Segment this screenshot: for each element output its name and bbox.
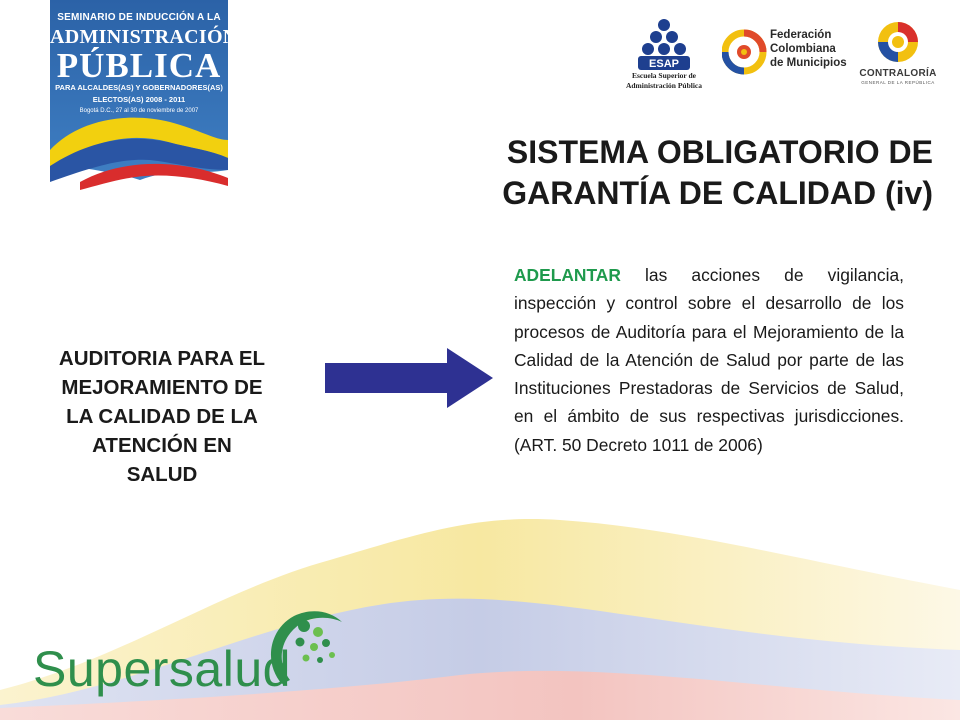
contraloria-logo [856, 20, 940, 90]
supersalud-wordmark: Supersalud [33, 641, 291, 697]
fcm-line-2: Colombiana [770, 43, 836, 55]
esap-pyramid-icon [616, 16, 712, 72]
fcm-swirl-icon [722, 24, 770, 80]
left-heading [26, 344, 298, 489]
fcm-line-3: de Municipios [770, 57, 847, 69]
badge-line-2: ADMINISTRACIÓN [50, 26, 238, 48]
esap-logo [616, 16, 712, 92]
badge-line-6: Bogotá D.C., 27 al 30 de noviembre de 2007 [79, 108, 199, 114]
badge-line-4: PARA ALCALDES(AS) Y GOBERNADORES(AS) [55, 83, 223, 92]
slide-title [400, 132, 933, 214]
body-keyword: ADELANTAR [514, 265, 621, 285]
esap-line-2: Administración Pública [625, 81, 703, 90]
right-arrow-icon [325, 348, 495, 408]
badge-line-3: PÚBLICA [56, 46, 222, 85]
esap-mark: ESAP [649, 58, 679, 70]
left-heading-line-5: SALUD [126, 463, 198, 486]
left-heading-line-4: ATENCIÓN EN [92, 434, 232, 457]
left-heading-line-3: LA CALIDAD DE LA [66, 405, 258, 428]
fcm-logo [722, 24, 848, 82]
slide-title-line-1: SISTEMA OBLIGATORIO DE [506, 134, 933, 170]
fcm-text [770, 28, 847, 70]
left-heading-line-2: MEJORAMIENTO DE [61, 376, 263, 399]
badge-line-5: ELECTOS(AS) 2008 - 2011 [92, 95, 186, 104]
seminar-badge [50, 0, 238, 190]
contraloria-seal-icon [856, 20, 940, 66]
badge-line-1: SEMINARIO DE INDUCCIÓN A LA [57, 12, 221, 23]
contraloria-subtitle: GENERAL DE LA REPÚBLICA [861, 80, 935, 85]
body-paragraph [514, 261, 904, 459]
esap-line-1: Escuela Superior de [631, 71, 697, 80]
fcm-line-1: Federación [770, 29, 832, 41]
left-heading-line-1: AUDITORIA PARA EL [58, 347, 266, 370]
body-text: las acciones de vigilancia, inspección y control sobre el desarrollo de los procesos de Auditoría para el Mejoramiento de la Calidad de la Atención de Salud por parte de las Instituciones Prestadoras de Servicios de Salud, en el ámbito de sus respectivas jurisdicciones. (ART. 50 Decreto 1011 de 2006) [514, 265, 904, 455]
contraloria-name: CONTRALORÍA [859, 68, 937, 79]
slide-title-line-2: GARANTÍA DE CALIDAD (iv) [502, 175, 933, 211]
